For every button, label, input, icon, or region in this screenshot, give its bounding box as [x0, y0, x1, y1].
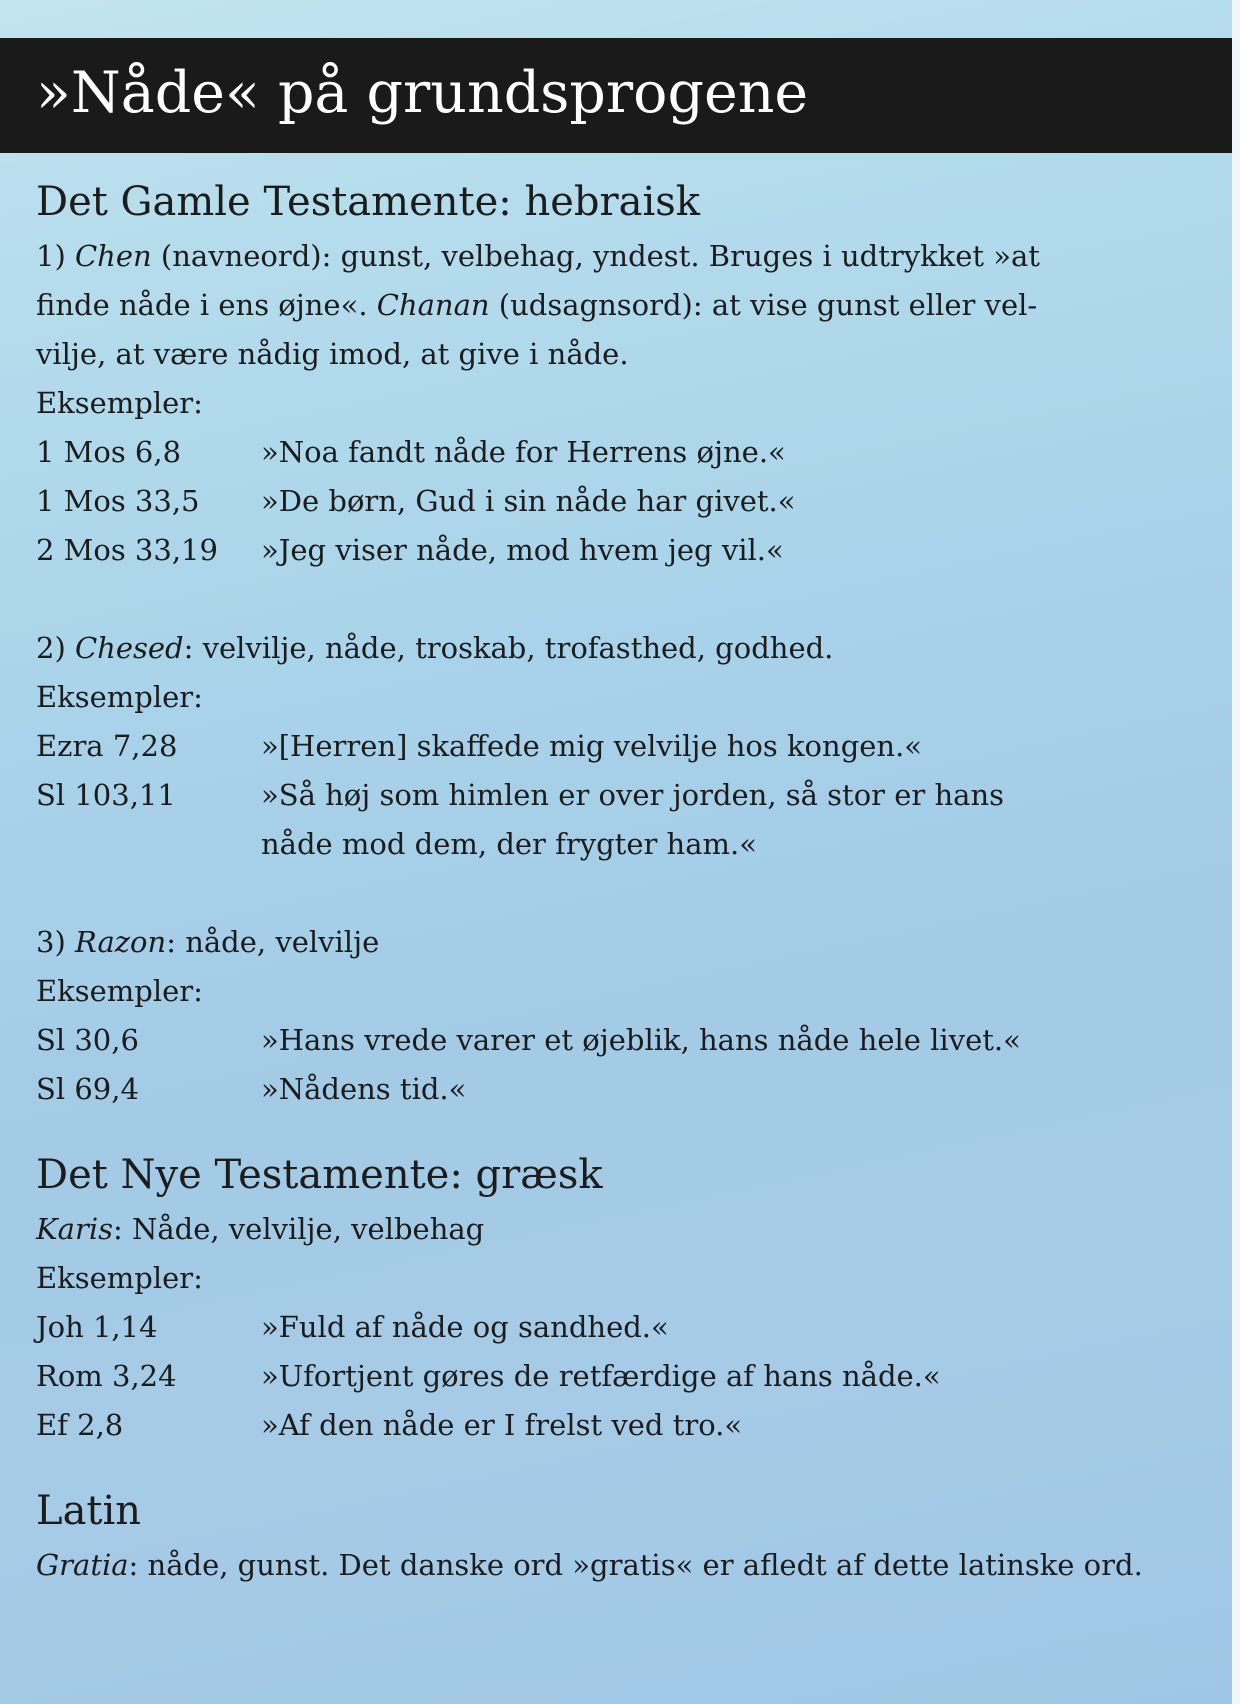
chen-definition-line-2 [36, 281, 1206, 330]
example-ref [36, 820, 261, 869]
example-row [36, 477, 1206, 526]
examples-label: Eksempler: [36, 1261, 203, 1295]
chen-definition-line-3: vilje, at være nådig imod, at give i nåde. [36, 337, 629, 371]
spacer [36, 869, 1206, 918]
term-chanan: Chanan [376, 288, 490, 322]
example-quote: »Ufortjent gøres de retfærdige af hans nåde.« [261, 1359, 941, 1393]
term-razon: Razon [74, 925, 167, 959]
example-ref: 1 Mos 33,5 [36, 484, 200, 518]
razon-definition [36, 918, 1206, 967]
example-quote: »Nådens tid.« [261, 1072, 467, 1106]
example-ref: Sl 30,6 [36, 1023, 139, 1057]
example-quote: »Af den nåde er I frelst ved tro.« [261, 1408, 743, 1442]
karis-definition-text: : Nåde, velvilje, velbehag [112, 1212, 485, 1246]
page-edge [1232, 0, 1240, 1704]
term-chen: Chen [74, 239, 152, 273]
chen-definition-text-2: finde nåde i ens øjne«. [36, 288, 377, 322]
examples-label: Eksempler: [36, 680, 203, 714]
example-row [36, 1065, 1206, 1114]
item-number: 3) [36, 925, 66, 959]
page-title: »Nåde« på grundsprogene [36, 60, 809, 126]
example-row-continuation [36, 820, 1206, 869]
example-quote: »Så høj som himlen er over jorden, så stor er hans [261, 778, 1005, 812]
example-ref: 1 Mos 6,8 [36, 435, 182, 469]
razon-definition-text: : nåde, velvilje [166, 925, 380, 959]
example-row [36, 771, 1206, 820]
example-ref: Ezra 7,28 [36, 729, 178, 763]
gratia-definition [36, 1541, 1206, 1590]
example-ref: Joh 1,14 [36, 1310, 158, 1344]
example-quote: nåde mod dem, der frygter ham.« [261, 827, 757, 861]
section-heading-ot: Det Gamle Testamente: hebraisk [36, 179, 701, 225]
example-row [36, 1303, 1206, 1352]
examples-label: Eksempler: [36, 386, 203, 420]
example-row [36, 1352, 1206, 1401]
example-ref: Sl 103,11 [36, 778, 176, 812]
example-quote: »Jeg viser nåde, mod hvem jeg vil.« [261, 533, 784, 567]
section-heading-latin: Latin [36, 1488, 142, 1534]
example-quote: »Noa fandt nåde for Herrens øjne.« [261, 435, 786, 469]
content [36, 172, 1206, 1590]
example-ref: Rom 3,24 [36, 1359, 177, 1393]
term-chesed: Chesed [74, 631, 184, 665]
example-ref: Sl 69,4 [36, 1072, 139, 1106]
example-ref: Ef 2,8 [36, 1408, 124, 1442]
item-number: 1) [36, 239, 66, 273]
chesed-definition-text: : velvilje, nåde, troskab, trofasthed, godhed. [183, 631, 834, 665]
example-row [36, 428, 1206, 477]
example-quote: »De børn, Gud i sin nåde har givet.« [261, 484, 796, 518]
item-number: 2) [36, 631, 66, 665]
karis-definition [36, 1205, 1206, 1254]
example-ref: 2 Mos 33,19 [36, 533, 218, 567]
chen-definition-line-1 [36, 232, 1206, 281]
example-quote: »Fuld af nåde og sandhed.« [261, 1310, 669, 1344]
term-gratia: Gratia [36, 1548, 129, 1582]
example-row [36, 1016, 1206, 1065]
chen-definition-text: (navneord): gunst, velbehag, yndest. Bruges i udtrykket »at [151, 239, 1040, 273]
gratia-definition-text: : nåde, gunst. Det danske ord »gratis« er afledt af dette latinske ord. [128, 1548, 1143, 1582]
chanan-definition-text: (udsagnsord): at vise gunst eller vel- [489, 288, 1038, 322]
term-karis: Karis [36, 1212, 113, 1246]
chesed-definition [36, 624, 1206, 673]
example-row [36, 526, 1206, 575]
spacer [36, 1114, 1206, 1145]
example-row [36, 1401, 1206, 1450]
spacer [36, 1450, 1206, 1481]
example-quote: »[Herren] skaffede mig velvilje hos kongen.« [261, 729, 923, 763]
examples-label: Eksempler: [36, 974, 203, 1008]
section-heading-nt: Det Nye Testamente: græsk [36, 1152, 603, 1198]
spacer [36, 575, 1206, 624]
example-row [36, 722, 1206, 771]
example-quote: »Hans vrede varer et øjeblik, hans nåde hele livet.« [261, 1023, 1021, 1057]
